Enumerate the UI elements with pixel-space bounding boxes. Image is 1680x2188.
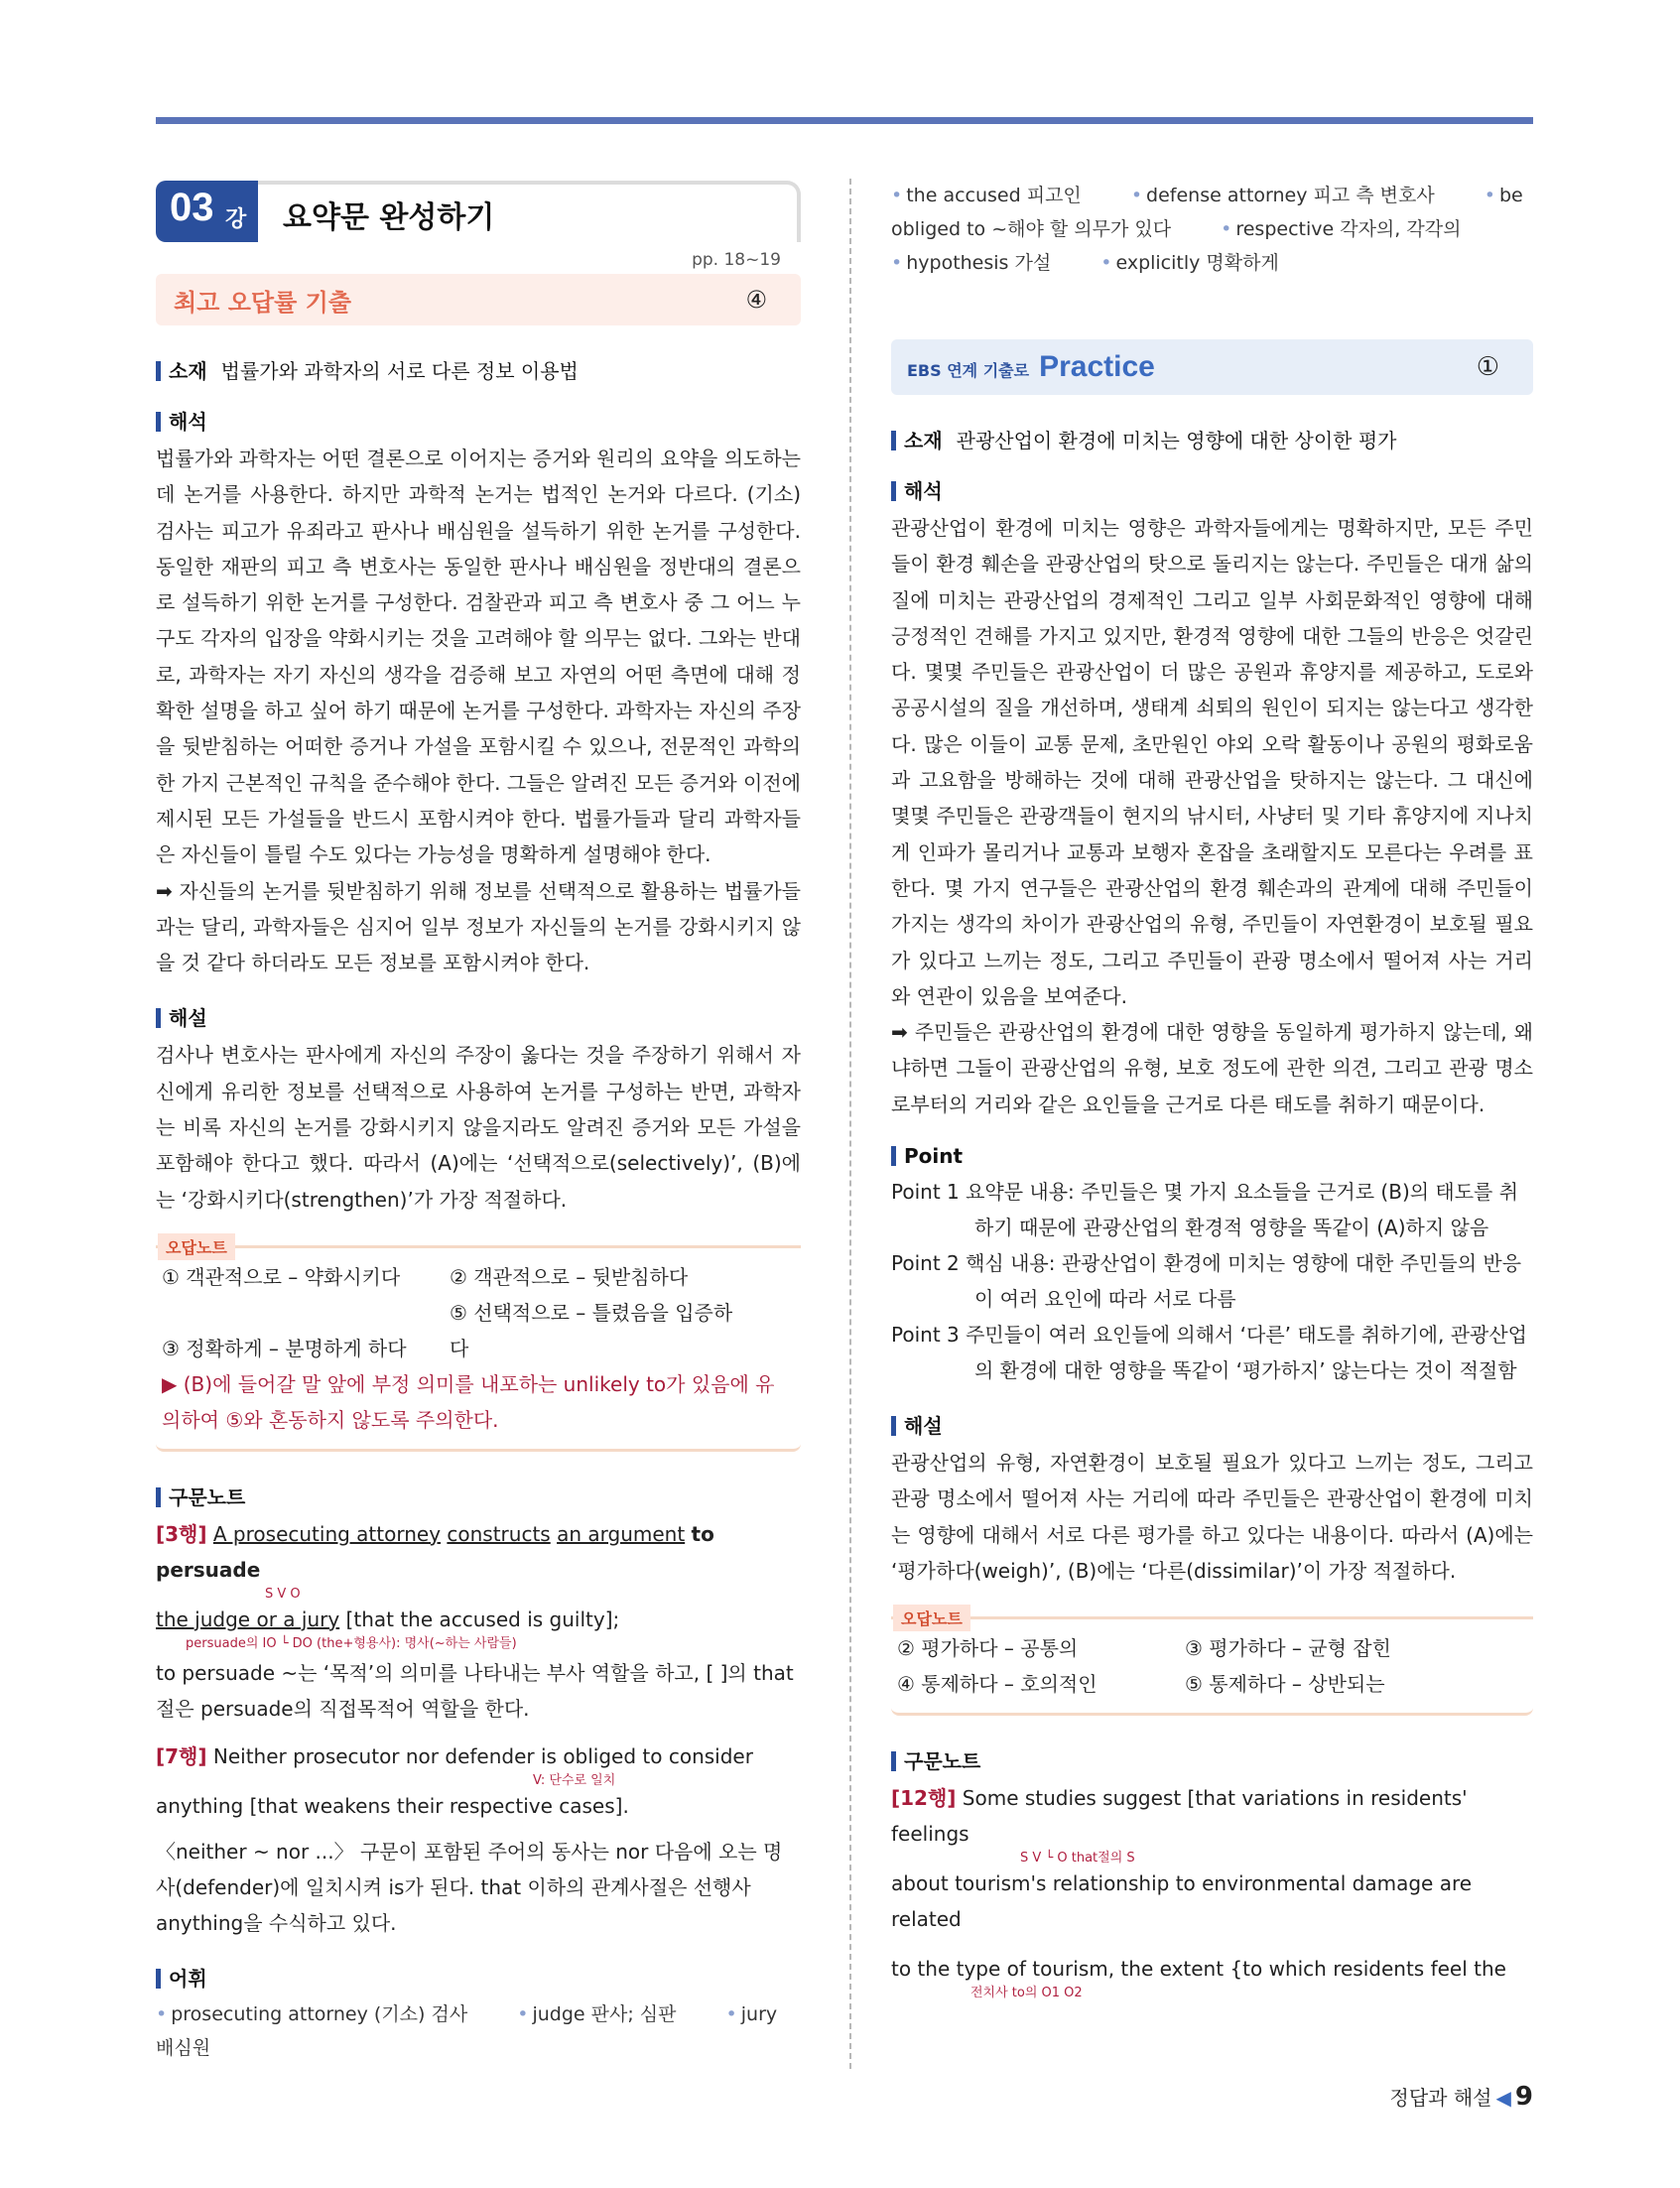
point-heading: Point: [891, 1144, 1533, 1168]
practice-bar: [891, 339, 1533, 395]
topic-text: 법률가와 과학자의 서로 다른 정보 이용법: [220, 359, 579, 383]
right-column: [891, 179, 1533, 2000]
grammar-heading: 구문노트: [156, 1481, 801, 1510]
top-rule: [156, 117, 1533, 124]
lesson-badge: [156, 181, 258, 242]
translation-heading: 해석: [891, 475, 1533, 504]
lesson-suffix: 강: [225, 206, 247, 231]
grammar-note-2: [7행] Neither prosecutor nor defender is obliged to consider V: 단수로 일치 anything [that weakens their respective cases]. 〈neither ~ nor ...〉 구문이 포함된 주어의 동사는 nor 다음에 오는 명사(defender)에 일치시켜 is가 된다. that 이하의 관계사절은 선행사 anything을 수식하고 있다.: [156, 1743, 783, 1935]
translation-heading: 해석: [156, 406, 801, 435]
triangle-left-icon: ◀: [1495, 2086, 1511, 2110]
wrong-options-row: ③ 정확하게 – 분명하게 하다⑤ 선택적으로 – 틀렸음을 입증하다: [162, 1300, 733, 1360]
column-divider: [849, 179, 851, 2069]
explanation-heading: 해설: [891, 1410, 1533, 1439]
explanation-heading: 해설: [156, 1002, 801, 1031]
grammar-note: [12행] Some studies suggest [that variations in residents' feelings S V └ O that절의 S about tourism's relationship to environmental damage are related to the type of tourism, the extent {to which residents feel the 전치사 to의 O1 O2: [891, 1786, 1506, 2001]
lesson-title: 요약문 완성하기: [283, 200, 495, 235]
wrong-note-tag: 오답노트: [158, 1233, 235, 1260]
wrong-tip: ▶ (B)에 들어갈 말 앞에 부정 의미를 내포하는 unlikely to가 있음에 유의하여 ⑤와 혼동하지 않도록 주의한다.: [162, 1371, 775, 1432]
explanation-text: 관광산업의 유형, 자연환경이 보호될 필요가 있다고 느끼는 정도, 그리고 관광 명소에서 떨어져 사는 거리에 따라 주민들은 관광산업이 환경에 미치는 영향에 대해서 서로 다른 평가를 하고 있다는 내용이다. 따라서 (A)에는 ‘평가하다(weigh)’, (B)에는 ‘다른(dissimilar)’이 가장 적절하다.: [891, 1451, 1533, 1583]
answer-value: ④: [745, 286, 767, 314]
lesson-header: [156, 181, 801, 250]
practice-small-label: EBS 연계 기출로: [907, 361, 1030, 380]
page-range: pp. 18~19: [692, 250, 781, 270]
topic-label: 소재: [169, 359, 207, 383]
topic-line: 소재 관광산업이 환경에 미치는 영향에 대한 상이한 평가: [891, 425, 1533, 453]
page-number: 9: [1514, 2082, 1533, 2112]
vocab-heading: 어휘: [156, 1963, 801, 1992]
explanation-text: 검사나 변호사는 판사에게 자신의 주장이 옳다는 것을 주장하기 위해서 자신에게 유리한 정보를 선택적으로 사용하여 논거를 구성하는 반면, 과학자는 비록 자신의 논거를 강화시키지 않을지라도 알려진 증거와 모든 가설을 포함해야 한다고 했다. 따라서 (A)에는 ‘선택적으로(selectively)’, (B)에는 ‘강화시키다(strengthen)’가 가장 적절하다.: [156, 1043, 801, 1212]
wrong-options-row: ① 객관적으로 – 약화시키다 ② 객관적으로 – 뒷받침하다: [162, 1264, 689, 1289]
footer-label: 정답과 해설: [1389, 2086, 1492, 2110]
practice-answer: ①: [1476, 352, 1499, 382]
vocab-continued: • the accused 피고인 • defense attorney 피고 측 변호사 • be obliged to ~해야 할 의무가 있다 • respective 각자의, 각각의 • hypothesis 가설 • explicitly 명확하게: [891, 185, 1523, 274]
point-item: Point 3 주민들이 여러 요인들에 의해서 ‘다른’ 태도를 취하기에, 관광산업의 환경에 대한 영향을 똑같이 ‘평가하지’ 않는다는 것이 적절함: [891, 1323, 1527, 1383]
lesson-number: 03: [170, 186, 214, 229]
practice-title: Practice: [1039, 350, 1155, 383]
summary-text: ➡ 자신들의 논거를 뒷받침하기 위해 정보를 선택적으로 활용하는 법률가들과는 달리, 과학자들은 심지어 일부 정보가 자신들의 논거를 강화시키지 않을 것 같다 하더라도 모든 정보를 포함시켜야 한다.: [156, 878, 801, 975]
answer-label: 최고 오답률 기출: [174, 288, 351, 317]
answer-bar: [156, 274, 801, 325]
translation-text: 관광산업이 환경에 미치는 영향은 과학자들에게는 명확하지만, 모든 주민들이 환경 훼손을 관광산업의 탓으로 돌리지는 않는다. 주민들은 대개 삶의 질에 미치는 관광산업의 경제적인 그리고 일부 사회문화적인 영향에 대해 긍정적인 견해를 가지고 있지만, 환경적 영향에 대한 그들의 반응은 엇갈린다. 몇몇 주민들은 관광산업이 더 많은 공원과 휴양지를 제공하고, 도로와 공공시설의 질을 개선하며, 생태계 쇠퇴의 원인이 되지는 않는다고 생각한다. 많은 이들이 교통 문제, 초만원인 야외 오락 활동이나 공원의 평화로움과 고요함을 방해하는 것에 대해 관광산업을 탓하지는 않는다. 그 대신에 몇몇 주민들은 관광객들이 현지의 낚시터, 사냥터 및 기타 휴양지에 지나치게 인파가 몰리거나 교통과 보행자 혼잡을 초래할지도 모른다는 우려를 표한다. 몇 가지 연구들은 관광산업의 환경 훼손과의 관계에 대해 주민들이 가지는 생각의 차이가 관광산업의 유형, 주민들이 자연환경이 보호될 필요가 있다고 느끼는 정도, 그리고 주민들이 관광 명소에서 떨어져 사는 거리와 연관이 있음을 보여준다. ➡ 주민들은 관광산업의 환경에 대한 영향을 동일하게 평가하지 않는데, 왜냐하면 그들이 관광산업의 유형, 보호 정도에 관한 의견, 그리고 관광 명소로부터의 거리와 같은 요인들을 근거로 다른 태도를 취하기 때문이다.: [891, 510, 1533, 1122]
point-item: Point 2 핵심 내용: 관광산업이 환경에 미치는 영향에 대한 주민들의 반응이 여러 요인에 따라 서로 다름: [891, 1251, 1522, 1312]
grammar-heading: 구문노트: [891, 1745, 1533, 1774]
page-footer: [1390, 2082, 1533, 2112]
grammar-note-1: [3행] A prosecuting attorney constructs an argument to persuade S V O the judge or a jury [that the accused is guilty]; persuade의 IO └ DO (the+형용사): 명사(~하는 사람들) to persuade ~는 ‘목적’의 의미를 나타내는 부사 역할을 하고, [ ]의 that절은 persuade의 직접목적어 역할을 한다.: [156, 1521, 794, 1721]
wrong-answer-note: [156, 1233, 801, 1452]
point-item: Point 1 요약문 내용: 주민들은 몇 가지 요소들을 근거로 (B)의 태도를 취하기 때문에 관광산업의 환경적 영향을 똑같이 (A)하지 않음: [891, 1180, 1519, 1240]
summary-text: ➡ 주민들은 관광산업의 환경에 대한 영향을 동일하게 평가하지 않는데, 왜냐하면 그들이 관광산업의 유형, 보호 정도에 관한 의견, 그리고 관광 명소로부터의 거리와 같은 요인들을 근거로 다른 태도를 취하기 때문이다.: [891, 1020, 1533, 1116]
point-list: [891, 1174, 1533, 1388]
translation-text: 법률가와 과학자는 어떤 결론으로 이어지는 증거와 원리의 요약을 의도하는 데 논거를 사용한다. 하지만 과학적 논거는 법적인 논거와 다르다. (기소) 검사는 피고가 유죄라고 판사나 배심원을 설득하기 위한 논거를 구성한다. 동일한 재판의 피고 측 변호사는 동일한 판사나 배심원을 정반대의 결론으로 설득하기 위한 논거를 구성한다. 검찰관과 피고 측 변호사 중 그 어느 누구도 각자의 입장을 약화시키는 것을 고려해야 할 의무는 없다. 그와는 반대로, 과학자는 자기 자신의 생각을 검증해 보고 자연의 어떤 측면에 대해 정확한 설명을 하고 싶어 하기 때문에 논거를 구성한다. 과학자는 자신의 주장을 뒷받침하는 어떠한 증거나 가설을 포함시킬 수 있으나, 전문적인 과학의 한 가지 근본적인 규칙을 준수해야 한다. 그들은 알려진 모든 증거와 이전에 제시된 모든 가설들을 반드시 포함시켜야 한다. 법률가들과 달리 과학자들은 자신들이 틀릴 수도 있다는 가능성을 명확하게 설명해야 한다. ➡ 자신들의 논거를 뒷받침하기 위해 정보를 선택적으로 활용하는 법률가들과는 달리, 과학자들은 심지어 일부 정보가 자신들의 논거를 강화시키지 않을 것 같다 하더라도 모든 정보를 포함시켜야 한다.: [156, 441, 801, 980]
vocab-list: • prosecuting attorney (기소) 검사 • judge 판사; 심판 • jury 배심원: [156, 2002, 778, 2059]
wrong-answer-note: 오답노트 ② 평가하다 – 공통의 ③ 평가하다 – 균형 잡힌 ④ 통제하다 – 호의적인 ⑤ 통제하다 – 상반되는: [891, 1605, 1533, 1716]
left-column: [156, 179, 801, 2065]
topic-line: [156, 355, 801, 384]
